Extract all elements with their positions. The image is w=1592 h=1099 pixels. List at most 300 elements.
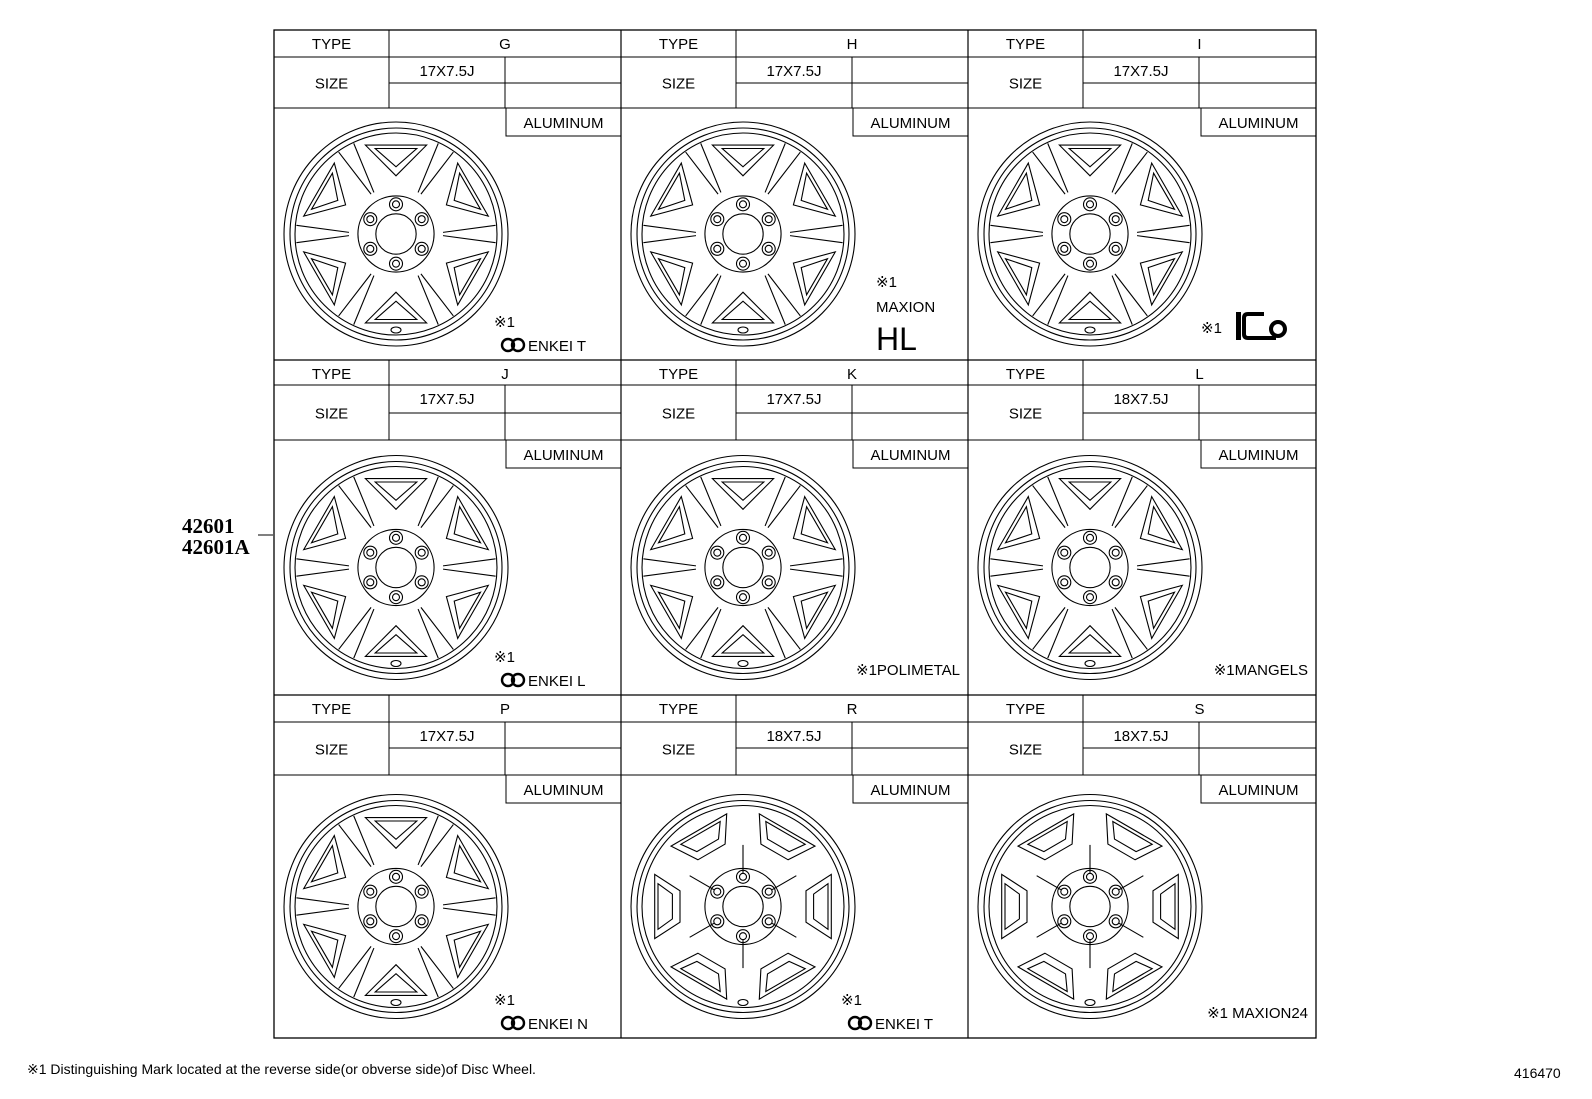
lug-hole-inner [765,245,772,252]
spoke-window-inner [312,173,338,209]
spoke-line [1137,559,1190,566]
lug-hole-inner [393,594,400,601]
spoke-line [1137,569,1190,576]
center-bore [723,214,763,254]
rim-lip [984,801,1196,1013]
spoke-line [443,559,496,566]
lug-hole-inner [1087,873,1094,880]
center-logo-icon [391,661,401,667]
spoke-window [365,292,426,323]
wheel-drawing [978,795,1202,1019]
lug-hole-icon [711,885,724,898]
spoke-line [296,225,349,232]
spoke-line [296,908,349,915]
lug-hole-icon [737,257,750,270]
spoke-window-inner [814,884,828,930]
spoke-window-inner [659,173,685,209]
size-label: SIZE [1008,405,1043,423]
lug-hole-icon [1058,213,1071,226]
distinguishing-mark [1214,662,1308,679]
spoke-window-inner [454,173,480,209]
lug-hole-icon [1084,591,1097,604]
lug-hole-icon [711,213,724,226]
lug-hole-inner [714,216,721,223]
spoke-window-inner [454,507,480,543]
material-label: ALUMINUM [523,447,604,464]
center-bore [376,214,416,254]
material-label: ALUMINUM [523,782,604,799]
lug-hole-icon [762,885,775,898]
spoke-line [790,225,843,232]
lug-hole-icon [1109,576,1122,589]
spoke-line [443,908,496,915]
size-value: 17X7.5J [419,63,475,80]
lug-hole-inner [740,534,747,541]
lug-hole-icon [390,198,403,211]
spoke-line [790,236,843,243]
rim-outer [631,795,855,1019]
center-logo-icon [738,327,748,333]
lug-hole-icon [1109,213,1122,226]
spoke-window-inner [722,301,764,319]
type-label: TYPE [658,36,699,53]
lug-hole-inner [740,873,747,880]
spoke-window [998,163,1040,216]
spoke-window-inner [454,846,480,882]
size-label: SIZE [314,741,349,759]
lug-hole-icon [762,546,775,559]
spoke-window [446,924,488,977]
size-value: 18X7.5J [766,728,822,745]
lug-hole-icon [364,546,377,559]
mark-brand: MAXION [876,299,936,316]
lug-hole-inner [765,888,772,895]
lug-hole-icon [390,531,403,544]
lug-hole-icon [1058,576,1071,589]
spoke-window [1140,497,1182,550]
lug-hole-icon [364,242,377,255]
mark-note: ※1 [841,992,862,1009]
lug-hole-icon [1058,242,1071,255]
type-label: TYPE [658,701,699,718]
spoke-line [643,569,696,576]
spoke-line [443,898,496,905]
spoke-window-inner [1069,635,1111,653]
type-label: TYPE [1005,36,1046,53]
spoke-window [1140,252,1182,305]
size-value: 17X7.5J [766,63,822,80]
lug-hole-inner [714,888,721,895]
mark-note: ※1 [494,649,515,666]
lug-hole-icon [762,576,775,589]
lug-hole-inner [714,549,721,556]
spoke-window-inner [1005,884,1019,930]
part-number-variant: 42601A [182,535,250,559]
spoke-window-inner [1069,301,1111,319]
lug-hole-inner [1112,549,1119,556]
lug-hole-inner [714,918,721,925]
type-label: TYPE [311,36,352,53]
type-value: R [846,701,858,718]
part-number-primary: 42601 [182,514,235,538]
lug-hole-icon [711,915,724,928]
type-value: P [499,701,511,718]
lug-hole-inner [418,888,425,895]
wheel-drawing [978,456,1202,680]
spoke-window [651,585,693,638]
lug-hole-icon [1058,885,1071,898]
wheel-cells [274,30,1316,1033]
lug-hole-inner [1112,888,1119,895]
type-label: TYPE [311,701,352,718]
part-number-callout [182,514,273,559]
lug-hole-inner [765,579,772,586]
spoke-window [304,163,346,216]
mark-note: ※1 [494,314,515,331]
spoke-window-inner [1148,173,1174,209]
spoke-window [365,626,426,657]
spoke-window-inner [312,259,338,295]
distinguishing-mark [876,274,935,357]
mark-brand: ※1 MAXION24 [1207,1005,1308,1022]
type-value: L [1195,366,1204,383]
wheel-cell-i [968,30,1316,346]
center-logo-icon [1085,327,1095,333]
kc-bar [1236,312,1241,340]
spoke-window-inner [1006,259,1032,295]
rim-lip [984,128,1196,340]
spoke-window [793,585,835,638]
lug-hole-icon [1084,531,1097,544]
lug-hole-icon [415,576,428,589]
spoke-window [1059,479,1120,510]
lug-hole-inner [393,873,400,880]
spoke-window-inner [1161,884,1175,930]
lug-hole-inner [367,549,374,556]
lug-hole-icon [1058,546,1071,559]
center-logo-icon [391,327,401,333]
spoke-window-inner [375,301,417,319]
spoke-window [446,836,488,889]
spoke-window-inner [801,173,827,209]
distinguishing-mark [494,649,586,690]
spoke-window-inner [659,592,685,628]
spoke-window-inner [312,592,338,628]
rim-outer [631,122,855,346]
size-label: SIZE [314,75,349,93]
center-logo-icon [1085,661,1095,667]
lug-hole-inner [1112,918,1119,925]
spoke-window-inner [375,821,417,839]
spoke-window [446,585,488,638]
lug-hole-icon [711,546,724,559]
wheel-cell-k [621,360,968,680]
lug-hole-icon [1109,546,1122,559]
spoke-line [990,225,1043,232]
lug-hole-icon [1084,257,1097,270]
center-bore [1070,214,1110,254]
spoke-window [1140,585,1182,638]
lug-hole-inner [1112,579,1119,586]
footnote: ※1 Distinguishing Mark located at the reverse side(or obverse side)of Disc Wheel. [27,1061,536,1077]
material-label: ALUMINUM [1218,115,1299,132]
lug-hole-inner [1061,245,1068,252]
lug-hole-icon [364,885,377,898]
material-label: ALUMINUM [870,447,951,464]
lug-hole-inner [393,534,400,541]
size-label: SIZE [1008,741,1043,759]
lug-hole-inner [393,933,400,940]
lug-hole-inner [765,918,772,925]
spoke-window-inner [312,507,338,543]
lug-hole-icon [364,915,377,928]
lug-hole-inner [1087,534,1094,541]
wheel-cell-g [274,30,621,355]
spoke-line [1137,225,1190,232]
spoke-line [443,569,496,576]
lug-hole-inner [418,918,425,925]
spoke-line [990,569,1043,576]
lug-hole-inner [1061,216,1068,223]
spoke-window [304,924,346,977]
type-label: TYPE [311,366,352,383]
spoke-window [998,497,1040,550]
lug-hole-inner [367,216,374,223]
lug-hole-inner [418,579,425,586]
lug-hole-inner [1061,918,1068,925]
spoke-window-inner [801,507,827,543]
size-value: 17X7.5J [1113,63,1169,80]
spoke-window [712,479,773,510]
spoke-window-inner [1069,149,1111,167]
enkei-logo-icon [502,1017,524,1029]
distinguishing-mark [856,662,960,679]
lug-hole-inner [1112,216,1119,223]
rim-lip [637,128,849,340]
center-bore [376,547,416,587]
mark-note: ※1 [876,274,897,291]
lug-hole-icon [1084,198,1097,211]
spoke-window-inner [454,592,480,628]
lug-hole-icon [737,531,750,544]
rim-lip [637,801,849,1013]
spoke-line [296,569,349,576]
wheel-drawing [631,456,855,680]
lug-hole-icon [390,870,403,883]
center-logo-icon [738,661,748,667]
type-label: TYPE [658,366,699,383]
lug-hole-inner [393,260,400,267]
spoke-line [296,236,349,243]
spoke-window [1059,292,1120,323]
size-label: SIZE [661,405,696,423]
distinguishing-mark [494,992,588,1033]
lug-hole-icon [390,930,403,943]
spoke-window [793,497,835,550]
size-label: SIZE [1008,75,1043,93]
rim-inner [642,133,844,335]
spoke-window [304,585,346,638]
spoke-window-inner [1006,592,1032,628]
material-label: ALUMINUM [1218,782,1299,799]
lug-hole-icon [415,885,428,898]
rim-lip [984,462,1196,674]
spoke-line [643,559,696,566]
size-label: SIZE [661,75,696,93]
lug-hole-icon [1058,915,1071,928]
lug-hole-icon [737,198,750,211]
spoke-window [1140,163,1182,216]
spoke-window [651,252,693,305]
enkei-logo-icon [849,1017,871,1029]
spoke-window [446,497,488,550]
lug-hole-icon [762,915,775,928]
lug-hole-icon [1109,242,1122,255]
center-bore [1070,886,1110,926]
kc-mark-icon [1236,312,1285,340]
wheel-cell-l [968,360,1316,680]
spoke-window-inner [375,974,417,992]
rim-outer [284,795,508,1019]
lug-hole-inner [765,216,772,223]
spoke-window [998,252,1040,305]
lug-hole-icon [711,576,724,589]
size-value: 17X7.5J [419,391,475,408]
lug-hole-inner [1061,888,1068,895]
type-value: K [846,366,858,383]
spoke-window [304,252,346,305]
center-bore [723,886,763,926]
wheel-drawing [284,122,508,346]
spoke-window [1059,626,1120,657]
wheel-cell-j [274,360,621,690]
rim-outer [631,456,855,680]
lug-hole-icon [415,915,428,928]
type-label: TYPE [1005,366,1046,383]
mark-brand: ENKEI T [528,338,587,355]
spoke-line [443,236,496,243]
mark-note: ※1 [1201,320,1222,337]
lug-hole-inner [740,933,747,940]
wheel-drawing [284,795,508,1019]
wheel-cell-p [274,695,621,1033]
distinguishing-mark [494,314,586,355]
wheel-drawing [631,795,855,1019]
spoke-window [651,497,693,550]
size-value: 18X7.5J [1113,728,1169,745]
size-value: 17X7.5J [766,391,822,408]
lug-hole-icon [390,591,403,604]
material-label: ALUMINUM [870,115,951,132]
mark-code: HL [876,321,917,357]
spoke-line [296,559,349,566]
type-value: H [846,36,858,53]
center-bore [1070,547,1110,587]
lug-hole-inner [393,201,400,208]
mark-brand: ※1POLIMETAL [856,662,960,679]
lug-hole-icon [415,242,428,255]
mark-brand: ENKEI N [528,1016,589,1033]
wheel-cell-s [968,695,1316,1022]
lug-hole-inner [714,245,721,252]
wheel-cell-r [621,695,968,1033]
size-value: 17X7.5J [419,728,475,745]
lug-hole-inner [418,216,425,223]
lug-hole-icon [762,213,775,226]
lug-hole-icon [711,242,724,255]
spoke-window [446,252,488,305]
enkei-logo-icon [502,674,524,686]
spoke-window-inner [722,635,764,653]
rim-outer [978,122,1202,346]
spoke-window [304,836,346,889]
lug-hole-icon [415,546,428,559]
size-value: 18X7.5J [1113,391,1169,408]
spoke-window [1059,145,1120,176]
spoke-window [712,145,773,176]
spoke-window [998,585,1040,638]
spoke-line [643,236,696,243]
spoke-line [990,236,1043,243]
mark-brand: ※1MANGELS [1213,662,1308,679]
lug-hole-inner [367,888,374,895]
center-bore [723,547,763,587]
lug-hole-icon [1109,915,1122,928]
rim-outer [978,795,1202,1019]
spoke-line [990,559,1043,566]
lug-hole-inner [740,201,747,208]
lug-hole-icon [762,242,775,255]
wheel-drawing [284,456,508,680]
lug-hole-inner [418,245,425,252]
spoke-window-inner [312,846,338,882]
spoke-window [651,163,693,216]
diagram-id: 416470 [1514,1065,1561,1081]
spoke-window [446,163,488,216]
spoke-window-inner [375,149,417,167]
center-logo-icon [391,1000,401,1006]
rim-outer [978,456,1202,680]
rim-inner [295,467,497,669]
lug-hole-inner [740,260,747,267]
material-label: ALUMINUM [870,782,951,799]
rim-outer [284,456,508,680]
spoke-line [443,225,496,232]
spoke-window [365,479,426,510]
spoke-window-inner [1148,259,1174,295]
rim-inner [295,806,497,1008]
lug-hole-icon [1109,885,1122,898]
spoke-line [296,898,349,905]
mark-brand: ENKEI L [528,673,586,690]
spoke-window-inner [722,149,764,167]
spoke-window [304,497,346,550]
rim-inner [642,467,844,669]
rim-lip [290,462,502,674]
rim-inner [295,133,497,335]
rim-lip [290,128,502,340]
rim-inner [989,133,1191,335]
spoke-window-inner [312,931,338,967]
lug-hole-inner [1087,594,1094,601]
spoke-window-inner [1148,592,1174,628]
spoke-window [793,163,835,216]
size-label: SIZE [314,405,349,423]
type-value: S [1194,701,1205,718]
spoke-window-inner [722,482,764,500]
spoke-line [790,559,843,566]
mark-note: ※1 [494,992,515,1009]
